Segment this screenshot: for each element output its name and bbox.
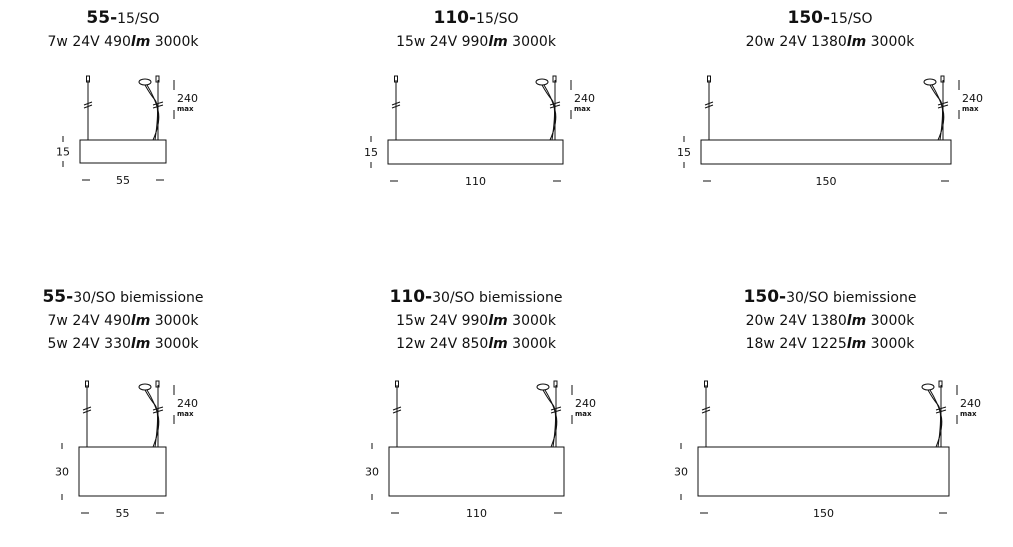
drop-max-label: max [177,410,194,418]
spec-power-voltage-flux: 7w 24V 490 [47,313,131,329]
spec-color-temperature: 3000k [507,313,556,329]
height-dimension-label: 30 [365,465,379,479]
lumen-unit: lm [846,34,867,50]
drop-dimension-label: 240 [575,397,596,410]
drop-max-label: max [960,410,977,418]
model-code: 150- [743,287,787,307]
model-variant: biemissione [115,290,204,306]
spec-color-temperature: 3000k [150,34,199,50]
lumen-unit: lm [846,336,867,352]
lumen-unit: lm [488,336,508,352]
model-suffix: 15/SO [830,11,873,27]
lumen-unit: lm [846,313,867,329]
spec-power-voltage-flux: 15w 24V 990 [396,34,489,50]
spec-color-temperature: 3000k [866,336,915,352]
length-dimension-label: 110 [466,507,487,520]
height-dimension-label: 30 [55,465,69,479]
lumen-unit: lm [488,313,508,329]
drop-dimension-label: 240 [177,397,198,410]
spec-power-voltage-flux: 7w 24V 490 [47,34,131,50]
lumen-unit: lm [488,34,508,50]
model-suffix: 30/SO [432,290,475,306]
spec-color-temperature: 3000k [507,336,556,352]
spec-color-temperature: 3000k [507,34,556,50]
drop-dimension-label: 240 [960,397,981,410]
spec-power-voltage-flux: 5w 24V 330 [47,336,131,352]
spec-power-voltage-flux: 18w 24V 1225 [745,336,847,352]
lumen-unit: lm [130,34,151,50]
model-variant: biemissione [474,290,563,306]
model-code: 110- [433,8,477,28]
length-dimension-label: 150 [815,175,837,188]
model-suffix: 30/SO [73,290,116,306]
spec-power-voltage-flux: 20w 24V 1380 [745,313,847,329]
ceiling-canopy [922,384,934,390]
spec-power-voltage-flux: 12w 24V 850 [396,336,489,352]
spec-power-voltage-flux: 15w 24V 990 [396,313,489,329]
model-code: 55- [86,8,118,28]
drawing-strokes [681,381,957,513]
model-code: 110- [389,287,433,307]
length-dimension-label: 55 [115,507,130,520]
model-code: 55- [42,287,74,307]
lumen-unit: lm [130,313,151,329]
drop-dimension-label: 240 [574,92,595,105]
drop-max-label: max [574,105,591,113]
lumen-unit: lm [130,336,151,352]
height-dimension-label: 15 [677,146,691,159]
spec-color-temperature: 3000k [866,313,915,329]
drop-max-label: max [575,410,592,418]
length-dimension-label: 110 [465,175,486,188]
spec-color-temperature: 3000k [866,34,915,50]
drop-max-label: max [962,105,979,113]
model-variant: biemissione [828,290,917,306]
spec-color-temperature: 3000k [150,336,199,352]
model-suffix: 15/SO [476,11,519,27]
drop-dimension-label: 240 [177,92,198,105]
model-suffix: 30/SO [786,290,829,306]
height-dimension-label: 15 [56,145,70,159]
spec-power-voltage-flux: 20w 24V 1380 [745,34,847,50]
drop-max-label: max [177,105,194,113]
height-dimension-label: 15 [364,146,378,159]
model-suffix: 15/SO [117,11,160,27]
spec-color-temperature: 3000k [150,313,199,329]
model-code: 150- [787,8,831,28]
height-dimension-label: 30 [674,465,688,479]
drop-dimension-label: 240 [962,92,983,105]
length-dimension-label: 55 [116,174,130,187]
lamp-body [698,447,949,496]
length-dimension-label: 150 [813,507,834,520]
